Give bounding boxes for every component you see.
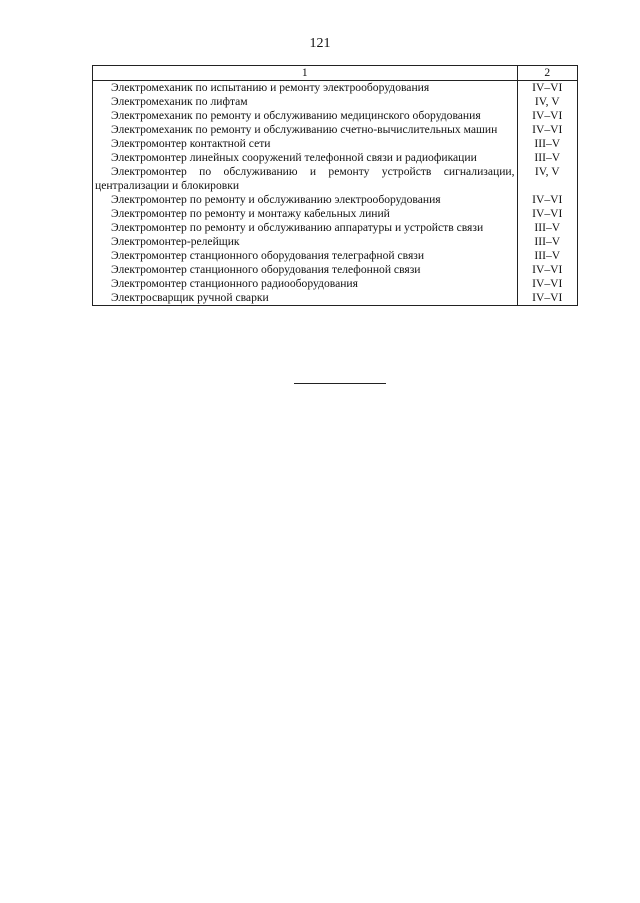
table-row: [93, 165, 578, 193]
grade-range: IV, V: [517, 165, 577, 193]
grade-range: IV–VI: [517, 193, 577, 207]
profession-name: Электромонтер станционного радиооборудования: [93, 277, 518, 291]
grade-range: IV–VI: [517, 207, 577, 221]
column-header-profession: 1: [93, 66, 518, 81]
grade-range: III–V: [517, 221, 577, 235]
profession-name: Электромонтер по ремонту и обслуживанию электрооборудования: [93, 193, 518, 207]
table-row: [93, 291, 578, 306]
table-row: [93, 193, 578, 207]
profession-name: Электромонтер контактной сети: [93, 137, 518, 151]
profession-name: Электромонтер-релейщик: [93, 235, 518, 249]
profession-name: Электромеханик по испытанию и ремонту электрооборудования: [93, 81, 518, 96]
grade-range: III–V: [517, 235, 577, 249]
table-row: [93, 249, 578, 263]
table-row: [93, 263, 578, 277]
table-row: [93, 109, 578, 123]
profession-name: Электромонтер по ремонту и монтажу кабельных линий: [93, 207, 518, 221]
grade-range: III–V: [517, 249, 577, 263]
table-row: [93, 95, 578, 109]
profession-name: Электромонтер линейных сооружений телефонной связи и радиофикации: [93, 151, 518, 165]
end-of-section-rule: [294, 383, 386, 384]
table-row: [93, 137, 578, 151]
grade-range: IV–VI: [517, 109, 577, 123]
grade-range: III–V: [517, 151, 577, 165]
grade-range: IV–VI: [517, 277, 577, 291]
table-row: [93, 207, 578, 221]
table-row: [93, 235, 578, 249]
table-row: [93, 151, 578, 165]
profession-name: Электромеханик по ремонту и обслуживанию медицинского оборудования: [93, 109, 518, 123]
grade-range: IV–VI: [517, 123, 577, 137]
table-row: [93, 277, 578, 291]
profession-name: Электромонтер по ремонту и обслуживанию аппаратуры и устройств связи: [93, 221, 518, 235]
grade-range: III–V: [517, 137, 577, 151]
table-row: [93, 221, 578, 235]
grade-range: IV–VI: [517, 291, 577, 306]
professions-table: [92, 65, 578, 306]
grade-range: IV–VI: [517, 81, 577, 96]
grade-range: IV, V: [517, 95, 577, 109]
profession-name: Электромеханик по ремонту и обслуживанию счетно-вычислительных машин: [93, 123, 518, 137]
column-header-grades: 2: [517, 66, 577, 81]
table-header-row: [93, 66, 578, 81]
profession-name: Электромеханик по лифтам: [93, 95, 518, 109]
page-number: 121: [309, 36, 331, 51]
profession-name: Электромонтер станционного оборудования телеграфной связи: [93, 249, 518, 263]
profession-name: Электромонтер по обслуживанию и ремонту устройств сигнализации, централизации и блокировки: [93, 165, 518, 193]
grade-range: IV–VI: [517, 263, 577, 277]
profession-name: Электросварщик ручной сварки: [93, 291, 518, 306]
table-row: [93, 123, 578, 137]
profession-name: Электромонтер станционного оборудования телефонной связи: [93, 263, 518, 277]
table-row: [93, 81, 578, 96]
